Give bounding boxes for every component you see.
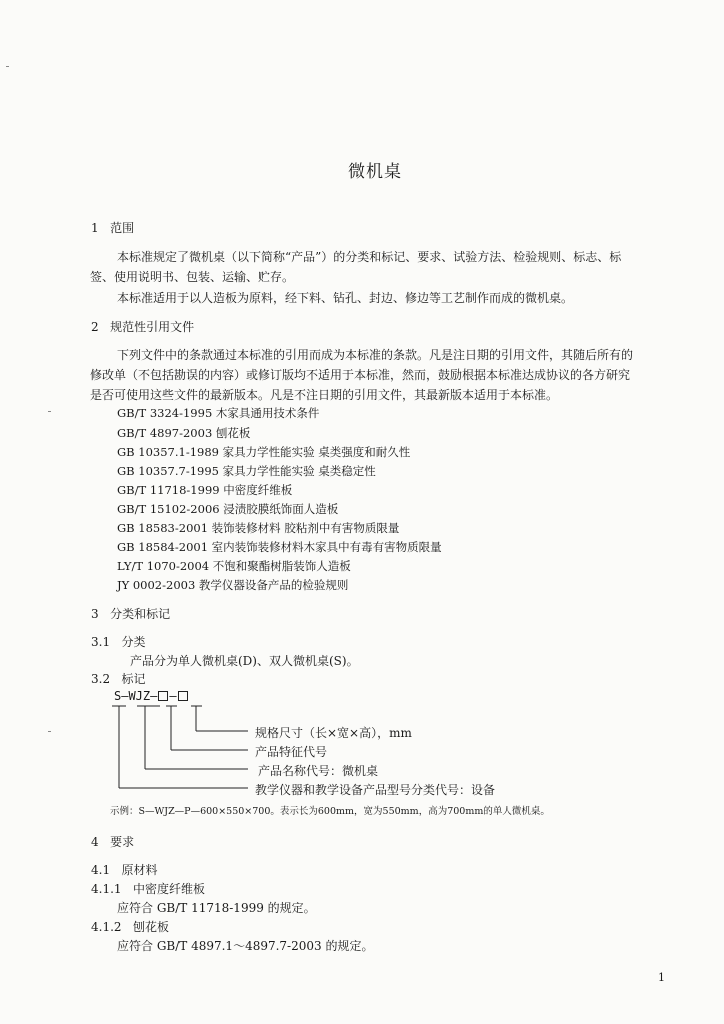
- section-number: 4.1: [91, 863, 111, 877]
- subsection-4-1-1-heading: [91, 880, 205, 897]
- reference-item: GB/T 11718-1999 中密度纤维板: [117, 483, 293, 497]
- section-title: 规范性引用文件: [110, 320, 195, 334]
- marking-label-category: 教学仪器和教学设备产品型号分类代号：设备: [255, 783, 496, 797]
- paragraph-line: 修改单（不包括勘误的内容）或修订版均不适用于本标准，然而，鼓励根据本标准达成协议的各方研究: [90, 368, 631, 382]
- reference-item: GB 10357.7-1995 家具力学性能实验 桌类稳定性: [117, 464, 376, 478]
- section-number: 4.1.1: [91, 882, 122, 896]
- section-title: 中密度纤维板: [133, 882, 206, 896]
- section-title: 原材料: [121, 863, 158, 877]
- reference-item: GB 10357.1-1989 家具力学性能实验 桌类强度和耐久性: [117, 445, 411, 459]
- marking-example: 示例：S—WJZ—P—600×550×700。表示长为600mm，宽为550mm，高为700mm的单人微机桌。: [110, 806, 550, 817]
- section-number: 1: [91, 221, 99, 235]
- marking-label-name: 产品名称代号：微机桌: [258, 764, 379, 778]
- section-title: 分类: [121, 635, 146, 649]
- section-title: 标记: [121, 672, 146, 686]
- section-title: 刨花板: [133, 920, 170, 934]
- reference-item: GB/T 4897-2003 刨花板: [117, 426, 251, 440]
- section-number: 2: [91, 320, 99, 334]
- section-number: 4.1.2: [91, 920, 122, 934]
- paragraph-line: 本标准规定了微机桌（以下简称“产品”）的分类和标记、要求、试验方法、检验规则、标志、标: [117, 250, 622, 264]
- reference-item: GB 18584-2001 室内装饰装修材料木家具中有毒有害物质限量: [117, 540, 442, 554]
- section-number: 3: [91, 607, 99, 621]
- page-title: 微机桌: [348, 162, 402, 182]
- marking-label-size: 规格尺寸（长×宽×高），mm: [255, 726, 412, 740]
- section-title: 范围: [110, 221, 135, 235]
- subsection-4-1-heading: [91, 861, 158, 878]
- section-title: 要求: [110, 835, 135, 849]
- reference-item: JY 0002-2003 教学仪器设备产品的检验规则: [117, 578, 349, 592]
- section-4-heading: [91, 833, 134, 850]
- marking-code-prefix: S—WJZ—: [114, 689, 158, 703]
- marking-code-dash: —: [169, 689, 177, 703]
- reference-item: GB/T 15102-2006 浸渍胶膜纸饰面人造板: [117, 502, 339, 516]
- paragraph-line: 本标准适用于以人造板为原料，经下料、钻孔、封边、修边等工艺制作而成的微机桌。: [117, 291, 574, 305]
- requirement-text: 应符合 GB/T 11718-1999 的规定。: [117, 901, 316, 915]
- paragraph-line: 是否可使用这些文件的最新版本。凡是不注日期的引用文件，其最新版本适用于本标准。: [90, 388, 559, 402]
- page-number: 1: [658, 971, 665, 984]
- marking-label-feature: 产品特征代号: [255, 745, 328, 759]
- paragraph-line: 签、使用说明书、包装、运输、贮存。: [90, 270, 295, 284]
- section-number: 3.1: [91, 635, 111, 649]
- reference-item: LY/T 1070-2004 不饱和聚酯树脂装饰人造板: [117, 559, 351, 573]
- section-title: 分类和标记: [110, 607, 171, 621]
- reference-item: GB 18583-2001 装饰装修材料 胶粘剂中有害物质限量: [117, 521, 400, 535]
- paragraph-line: 下列文件中的条款通过本标准的引用而成为本标准的条款。凡是注日期的引用文件，其随后所有的: [117, 348, 634, 362]
- requirement-text: 应符合 GB/T 4897.1～4897.7-2003 的规定。: [117, 939, 374, 953]
- subsection-4-1-2-heading: [91, 918, 169, 935]
- section-number: 3.2: [91, 672, 111, 686]
- reference-item: GB/T 3324-1995 木家具通用技术条件: [117, 406, 320, 420]
- section-number: 4: [91, 835, 99, 849]
- classification-text: 产品分为单人微机桌(D)、双人微机桌(S)。: [130, 654, 359, 668]
